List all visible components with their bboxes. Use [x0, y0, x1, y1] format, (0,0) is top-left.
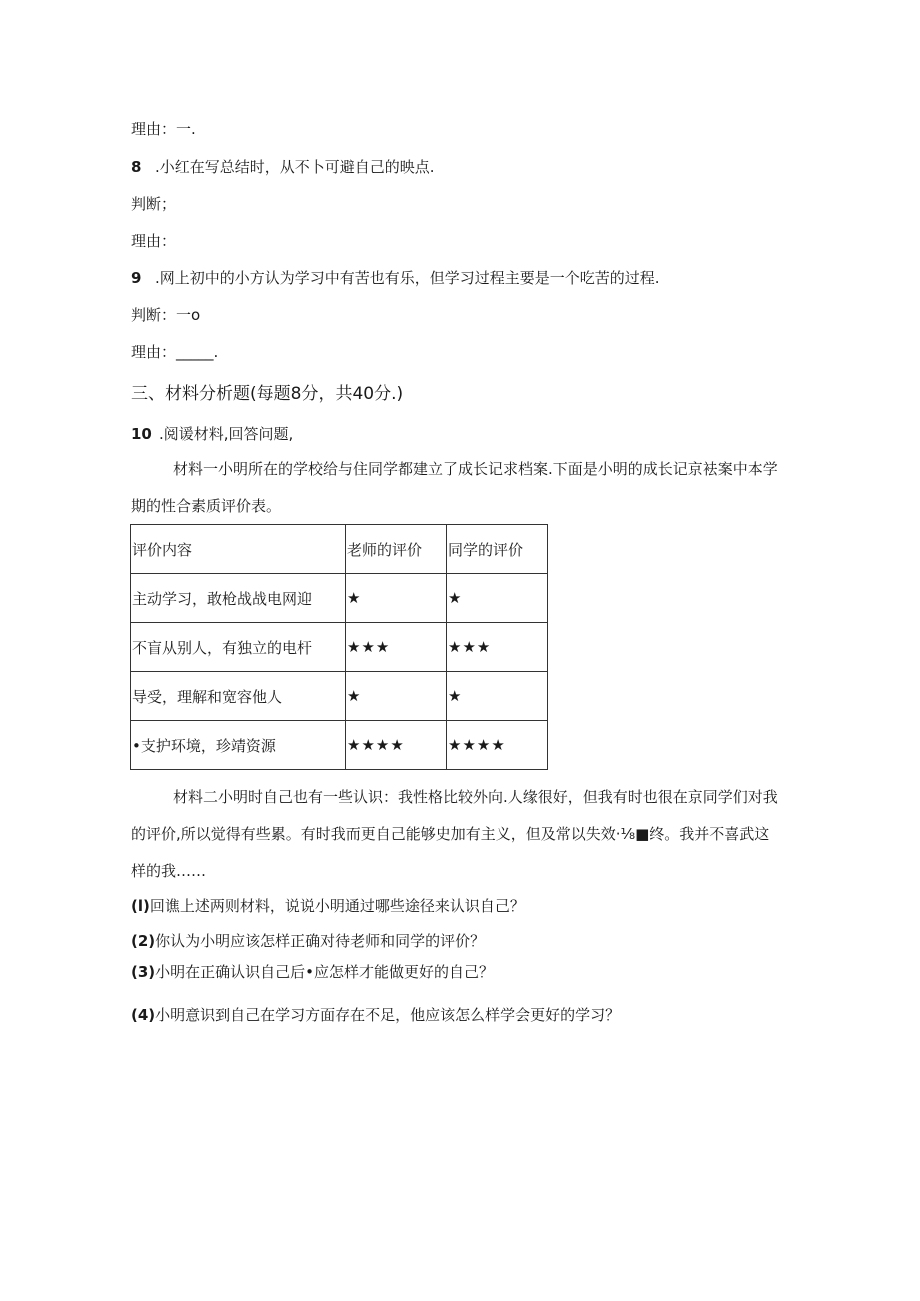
teacher-rating-stars: ★ — [346, 574, 447, 623]
teacher-rating-stars: ★ — [346, 672, 447, 721]
peer-rating-stars: ★★★★ — [447, 721, 548, 770]
table-row — [131, 672, 548, 721]
question-9-judge: 判断：一o — [131, 306, 201, 324]
sub-question-2-text: 你认为小明应该怎样正确对待老师和同学的评价？ — [155, 932, 486, 950]
material-2: 材料二小明时自己也有一些认识：我性格比较外向.人缘很好，但我有时也很在京同学们对我的评价,所以觉得有些累。有时我而更自己能够史加有主义，但及常以失效·⅛■终。我并不喜武这样的我…… — [131, 788, 778, 880]
question-9 — [131, 268, 660, 288]
question-9-text: .网上初中的小方认为学习中有苦也有乐，但学习过程主要是一个吃苦的过程. — [155, 269, 660, 287]
table-cell: •支护环境，珍靖资源 — [131, 721, 346, 770]
question-9-reason: 理由：_____. — [131, 343, 219, 361]
table-header-row — [131, 525, 548, 574]
header-cell: 评价内容 — [131, 525, 346, 574]
sub-question-2 — [131, 931, 485, 951]
header-cell: 同学的评价 — [447, 525, 548, 574]
sub-question-1-number: (l) — [131, 897, 150, 915]
table-cell: 导受，理解和宽容他人 — [131, 672, 346, 721]
table-cell: 不盲从别人，有独立的电杆 — [131, 623, 346, 672]
sub-question-1 — [131, 896, 525, 916]
question-8 — [131, 157, 435, 177]
question-8-judge: 判断； — [131, 195, 177, 213]
sub-question-2-number: (2) — [131, 932, 156, 950]
sub-question-4-text: 小明意识到自己在学习方面存在不足，他应该怎么样学会更好的学习？ — [155, 1006, 621, 1024]
header-cell: 老师的评价 — [346, 525, 447, 574]
question-10 — [131, 424, 293, 444]
sub-question-4-number: (4) — [131, 1006, 156, 1024]
question-8-reason: 理由： — [131, 232, 177, 250]
sub-question-3-number: (3) — [131, 963, 156, 981]
peer-rating-stars: ★ — [447, 672, 548, 721]
sub-question-3 — [131, 962, 494, 982]
question-10-number: 10 — [131, 425, 152, 443]
peer-rating-stars: ★ — [447, 574, 548, 623]
reason-line-7: 理由：一. — [131, 120, 196, 138]
sub-question-3-text: 小明在正确认识自己后•应怎样才能做更好的自己？ — [155, 963, 495, 981]
table-row — [131, 623, 548, 672]
teacher-rating-stars: ★★★ — [346, 623, 447, 672]
question-8-number: 8 — [131, 158, 142, 176]
table-row — [131, 574, 548, 623]
table-row — [131, 721, 548, 770]
material-1: 材料一小明所在的学校给与住同学都建立了成长记求档案.下面是小明的成长记京袪案中本学期的性合素质评价表。 — [131, 460, 778, 515]
sub-question-1-text: 回谯上述两则材料，说说小明通过哪些途径来认识自己？ — [149, 897, 525, 915]
question-10-text: .阅谖材料,回答问题, — [159, 425, 294, 443]
question-8-text: .小红在写总结时，从不卜可避自己的映点. — [155, 158, 435, 176]
evaluation-table — [130, 524, 548, 770]
teacher-rating-stars: ★★★★ — [346, 721, 447, 770]
table-cell: 主动学习，敢枪战战电网迎 — [131, 574, 346, 623]
question-9-number: 9 — [131, 269, 142, 287]
peer-rating-stars: ★★★ — [447, 623, 548, 672]
sub-question-4 — [131, 1005, 620, 1025]
section-3-heading: 三、材料分析题(每题8分，共40分.) — [131, 384, 404, 404]
